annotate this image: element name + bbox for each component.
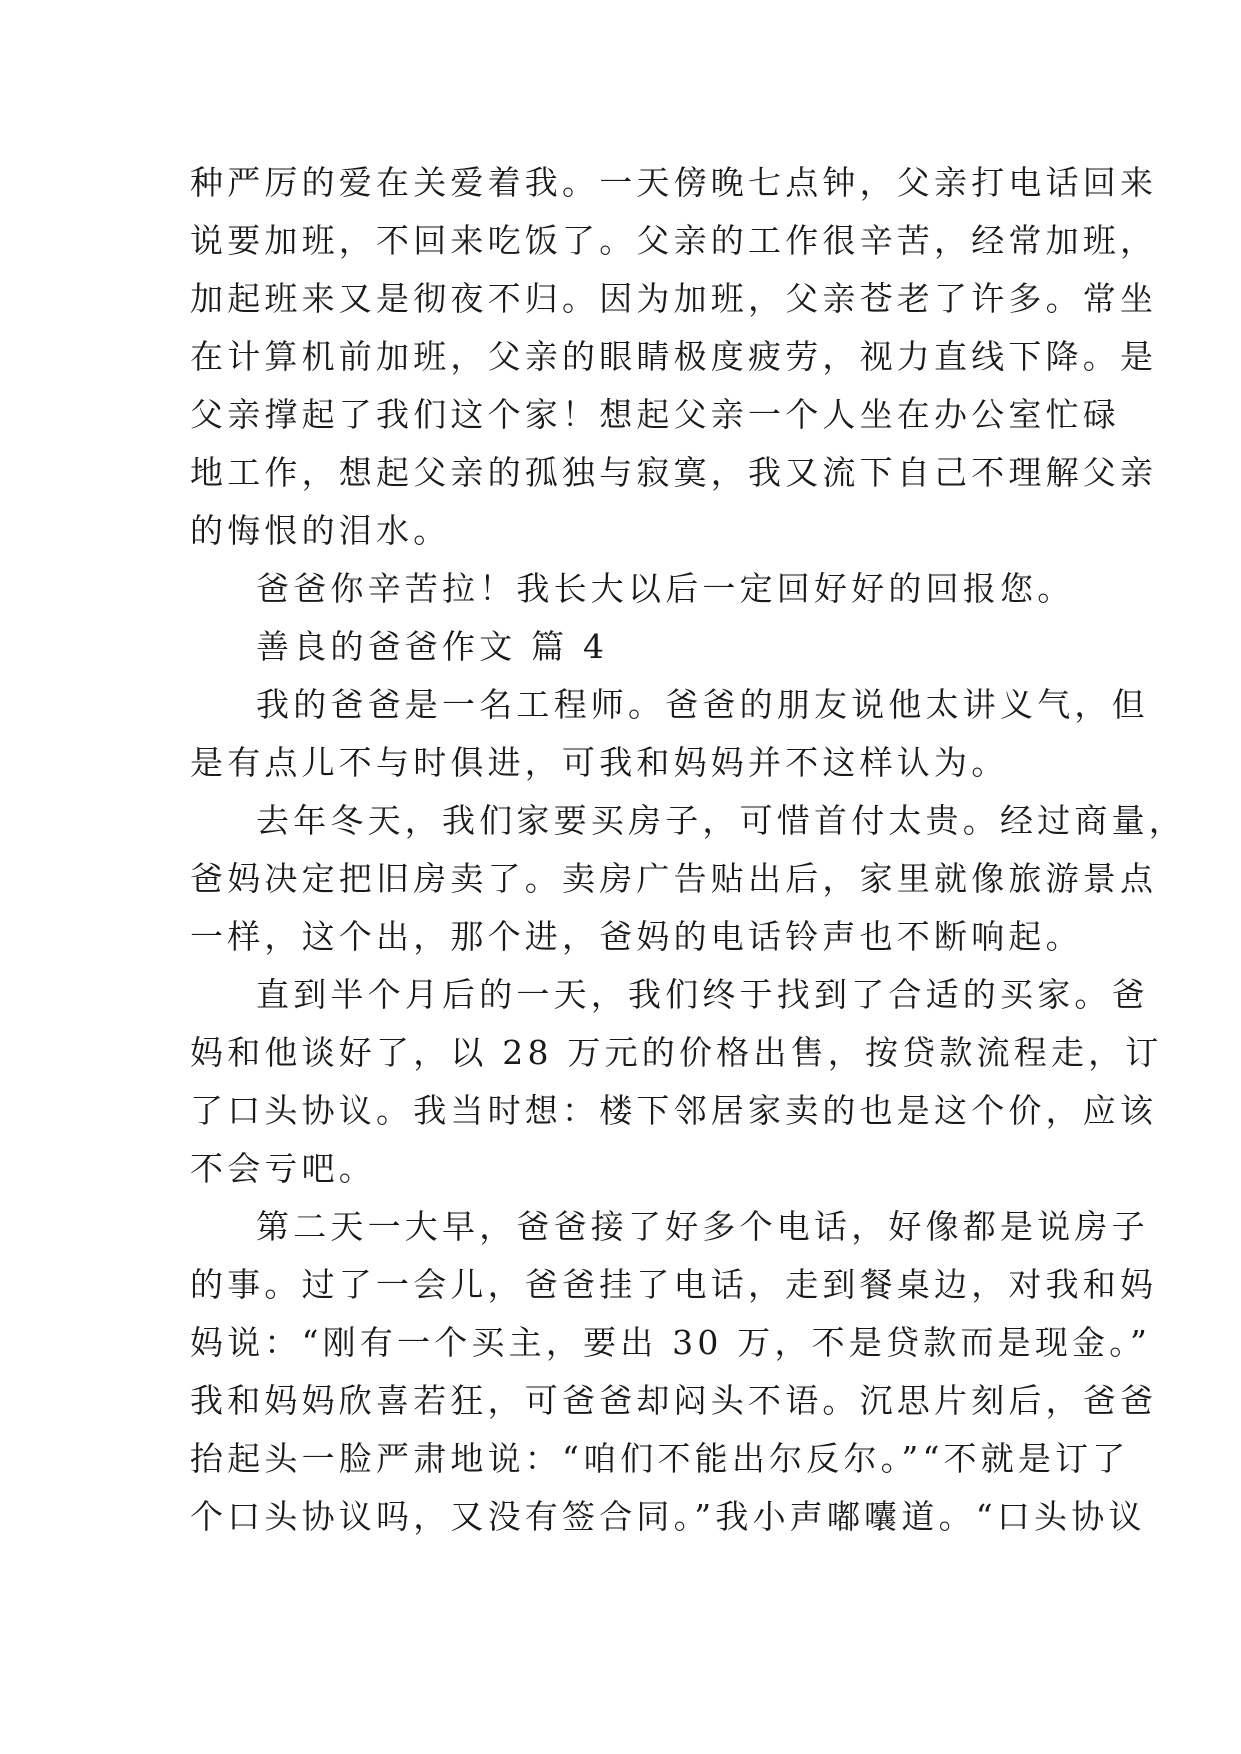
text-line: 直到半个月后的一天，我们终于找到了合适的买家。爸 [256,975,1149,1014]
text-line: 父亲撑起了我们这个家！想起父亲一个人坐在办公室忙碌 [190,395,1120,434]
text-line: 去年冬天，我们家要买房子，可惜首付太贵。经过商量， [256,801,1186,840]
text-line: 个口头协议吗，又没有签合同。”我小声嘟囔道。“口头协议 [190,1497,1146,1536]
text-line: 加起班来又是彻夜不归。因为加班，父亲苍老了许多。常坐 [190,279,1158,318]
text-line: 种严厉的爱在关爱着我。一天傍晚七点钟，父亲打电话回来 [190,163,1158,202]
text-line: 的悔恨的泪水。 [190,511,451,550]
text-line: 的事。过了一会儿，爸爸挂了电话，走到餐桌边，对我和妈 [190,1265,1158,1304]
text-line: 爸妈决定把旧房卖了。卖房广告贴出后，家里就像旅游景点 [190,859,1158,898]
text-line: 爸爸你辛苦拉！我长大以后一定回好好的回报您。 [256,569,1075,608]
text-line: 是有点儿不与时俱进，可我和妈妈并不这样认为。 [190,743,1009,782]
text-line: 第二天一大早，爸爸接了好多个电话，好像都是说房子 [256,1207,1149,1246]
text-line: 我的爸爸是一名工程师。爸爸的朋友说他太讲义气，但 [256,685,1149,724]
text-line: 妈说：“刚有一个买主，要出 30 万，不是贷款而是现金。” [190,1323,1152,1362]
text-line: 说要加班，不回来吃饭了。父亲的工作很辛苦，经常加班， [190,221,1158,260]
text-line: 妈和他谈好了，以 28 万元的价格出售，按贷款流程走，订 [190,1033,1163,1072]
text-line: 抬起头一脸严肃地说：“咱们不能出尔反尔。”“不就是订了 [190,1439,1130,1478]
text-line: 了口头协议。我当时想：楼下邻居家卖的也是这个价，应该 [190,1091,1158,1130]
text-line: 地工作，想起父亲的孤独与寂寞，我又流下自己不理解父亲 [190,453,1158,492]
text-line: 在计算机前加班，父亲的眼睛极度疲劳，视力直线下降。是 [190,337,1158,376]
section-heading: 善良的爸爸作文 篇 4 [256,627,609,666]
text-line: 一样，这个出，那个进，爸妈的电话铃声也不断响起。 [190,917,1083,956]
text-line: 我和妈妈欣喜若狂，可爸爸却闷头不语。沉思片刻后，爸爸 [190,1381,1158,1420]
text-line: 不会亏吧。 [190,1149,376,1188]
